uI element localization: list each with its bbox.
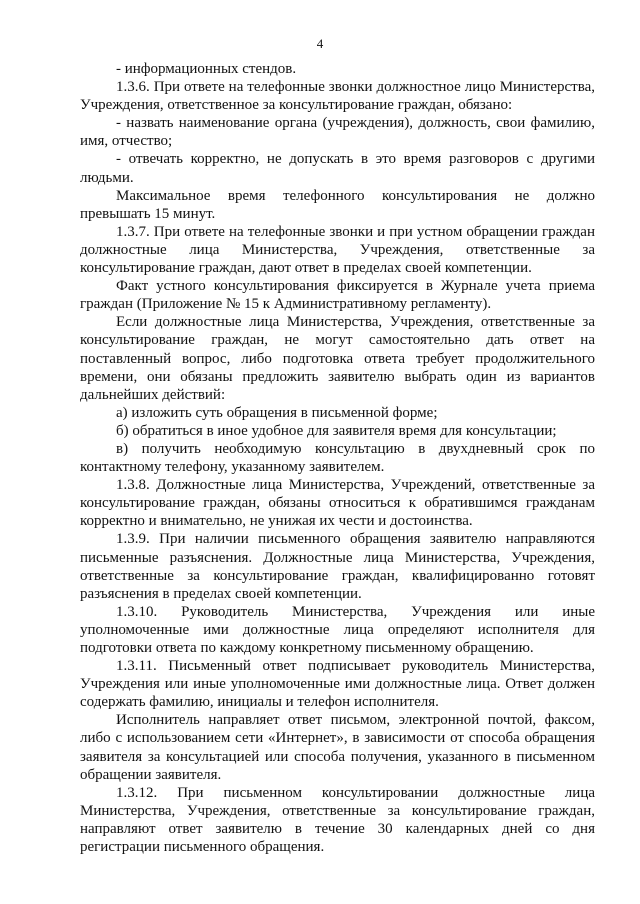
paragraph-1-3-8: 1.3.8. Должностные лица Министерства, Учреждений, ответственные за консультирование граждан, обязаны относиться к обратившимся гражданам корректно и внимательно, не унижая их чести и достоинства. [80, 477, 595, 530]
page-number: 4 [316, 36, 324, 51]
paragraph-oral-record: Факт устного консультирования фиксируется в Журнале учета приема граждан (Приложение № 15 к Административному регламенту). [80, 278, 595, 313]
document-body [80, 60, 595, 856]
paragraph-1-3-11: 1.3.11. Письменный ответ подписывает руководитель Министерства, Учреждения или иные уполномоченные ими должностные лица. Ответ должен содержать фамилию, инициалы и телефон исполнителя. [80, 658, 595, 711]
paragraph-stands: - информационных стендов. [116, 61, 297, 77]
paragraph-if-cannot-answer: Если должностные лица Министерства, Учреждения, ответственные за консультирование граждан, не могут самостоятельно дать ответ на поставленный вопрос, либо подготовка ответа требует продолжительного времени, они обязаны предложить заявителю выбрать один из вариантов дальнейших действий: [80, 314, 595, 403]
paragraph-1-3-6: 1.3.6. При ответе на телефонные звонки должностное лицо Министерства, Учреждения, ответственное за консультирование граждан, обязано: [80, 79, 595, 114]
paragraph-option-b: б) обратиться в иное удобное для заявителя время для консультации; [116, 422, 557, 439]
paragraph-executor-sends: Исполнитель направляет ответ письмом, электронной почтой, факсом, либо с использованием сети «Интернет», в зависимости от способа обращения заявителя за консультацией или способа получения, указанного в письменном обращении заявителя. [80, 712, 595, 783]
paragraph-1-3-10: 1.3.10. Руководитель Министерства, Учреждения или иные уполномоченные ими должностные лица определяют исполнителя для подготовки ответа по каждому конкретному письменному обращению. [80, 603, 595, 656]
paragraph-max-time: Максимальное время телефонного консультирования не должно превышать 15 минут. [80, 187, 595, 222]
paragraph-name-organ: - назвать наименование органа (учреждения), должность, свои фамилию, имя, отчество; [80, 115, 595, 150]
paragraph-1-3-12: 1.3.12. При письменном консультировании должностные лица Министерства, Учреждения, ответственные за консультирование граждан, направляют ответ заявителю в течение 30 календарных дней со дня регистрации письменного обращения. [80, 784, 595, 856]
paragraph-1-3-7: 1.3.7. При ответе на телефонные звонки и при устном обращении граждан должностные лица Министерства, Учреждения, ответственные за консультирование граждан, дают ответ в пределах своей компетенции. [80, 223, 595, 277]
paragraph-option-a: а) изложить суть обращения в письменной форме; [116, 404, 438, 421]
paragraph-option-c: в) получить необходимую консультацию в двухдневный срок по контактному телефону, указанному заявителем. [80, 440, 595, 476]
paragraph-1-3-9: 1.3.9. При наличии письменного обращения заявителю направляются письменные разъяснения. Должностные лица Министерства, Учреждения, ответственные за консультирование граждан, квалифицированно готовят разъяснения в пределах своей компетенции. [80, 531, 595, 602]
paragraph-answer-correctly: - отвечать корректно, не допускать в это время разговоров с другими людьми. [80, 151, 595, 186]
